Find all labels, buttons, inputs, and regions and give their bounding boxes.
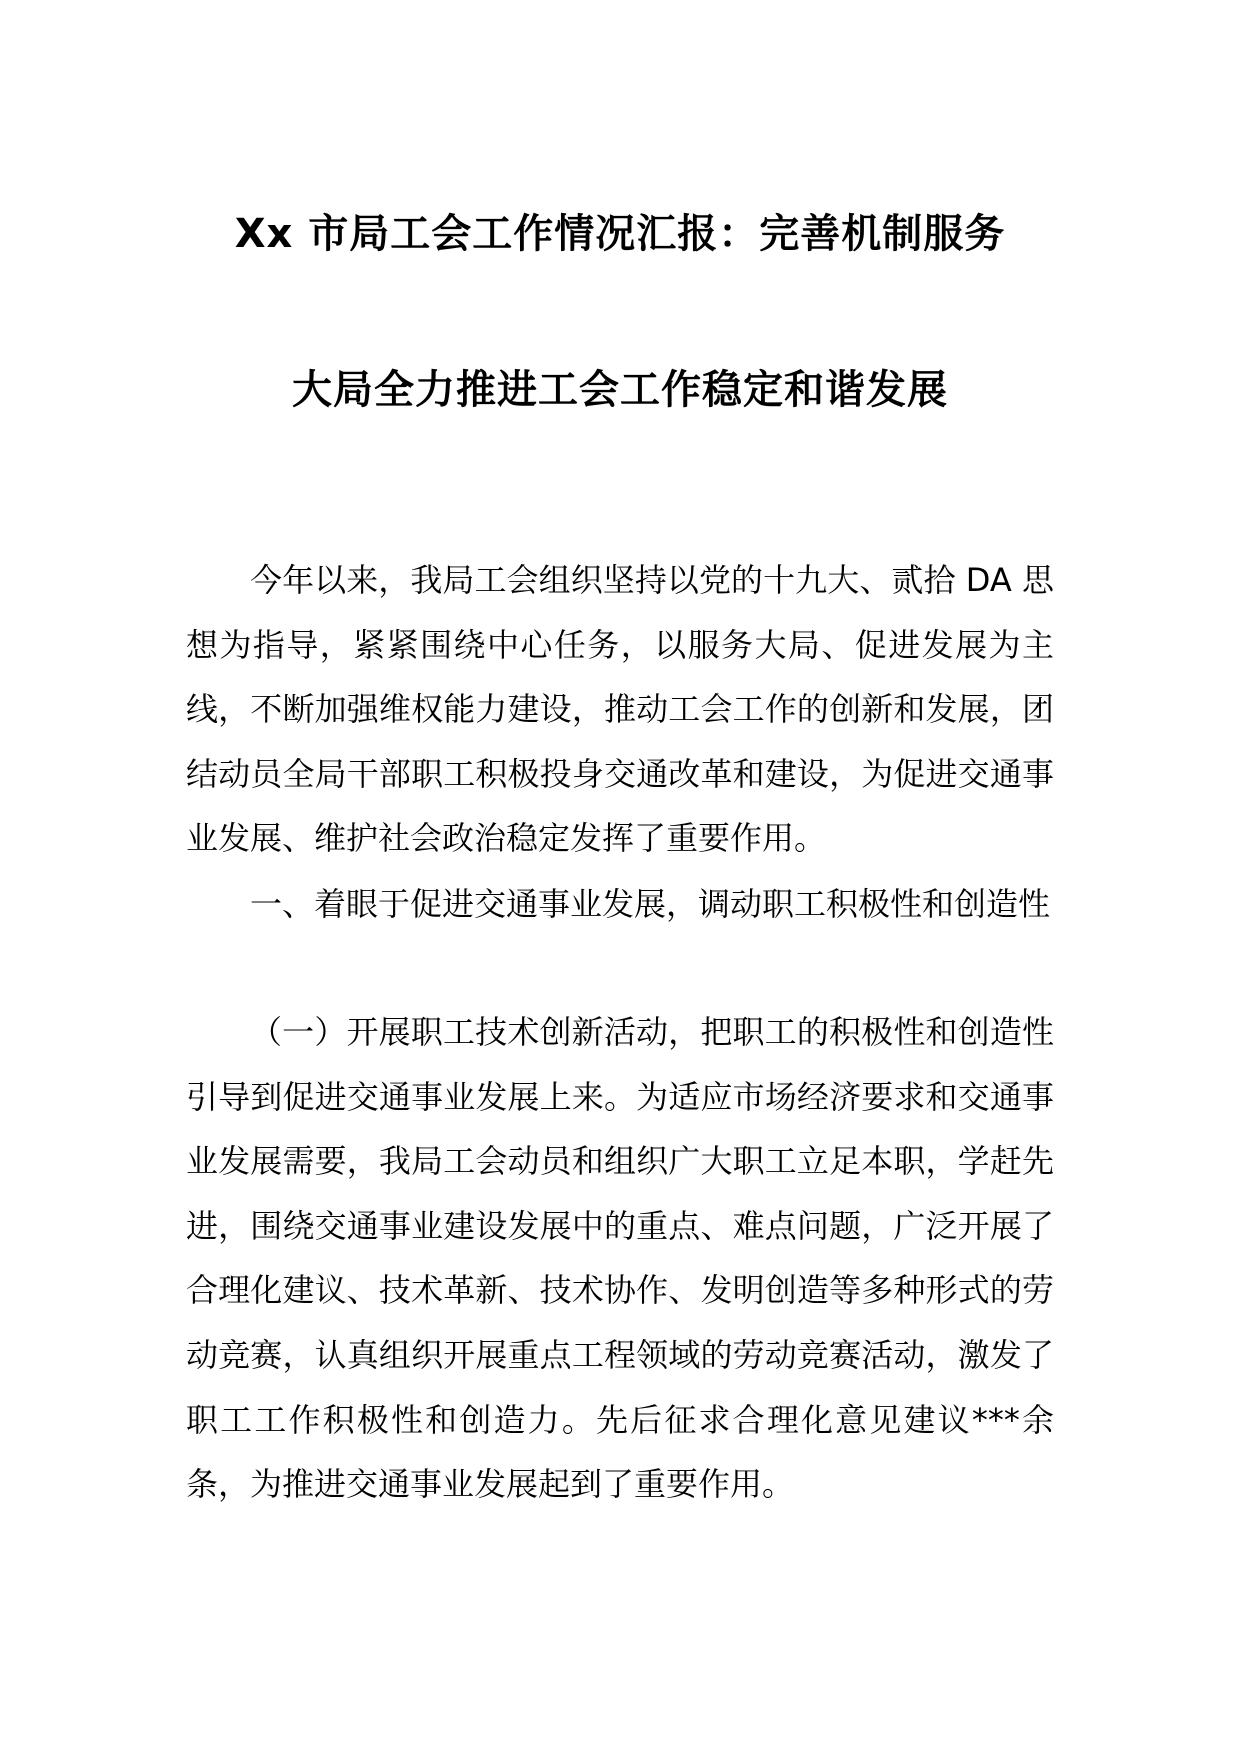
document-title-line-2: 大局全力推进工会工作稳定和谐发展 xyxy=(292,367,948,413)
document-title-line-1: Xx 市局工会工作情况汇报：完善机制服务 xyxy=(234,211,1006,257)
paragraph-intro: 今年以来，我局工会组织坚持以党的十九大、贰拾 DA 思想为指导，紧紧围绕中心任务，以服务大局、促进发展为主线，不断加强维权能力建设，推动工会工作的创新和发展，团结动员全局干部职工积极投身交通改革和建设，为促进交通事业发展、维护社会政治稳定发挥了重要作用。 xyxy=(186,561,1054,858)
section-heading-1: 一、着眼于促进交通事业发展，调动职工积极性和创造性 xyxy=(250,885,1051,923)
paragraph-subsection-1: （一）开展职工技术创新活动，把职工的积极性和创造性引导到促进交通事业发展上来。为适应市场经济要求和交通事业发展需要，我局工会动员和组织广大职工立足本职，学赶先进，围绕交通事业建设发展中的重点、难点问题，广泛开展了合理化建议、技术革新、技术协作、发明创造等多种形式的劳动竞赛，认真组织开展重点工程领域的劳动竞赛活动，激发了职工工作积极性和创造力。先后征求合理化意见建议***余条，为推进交通事业发展起到了重要作用。 xyxy=(186,1013,1054,1504)
